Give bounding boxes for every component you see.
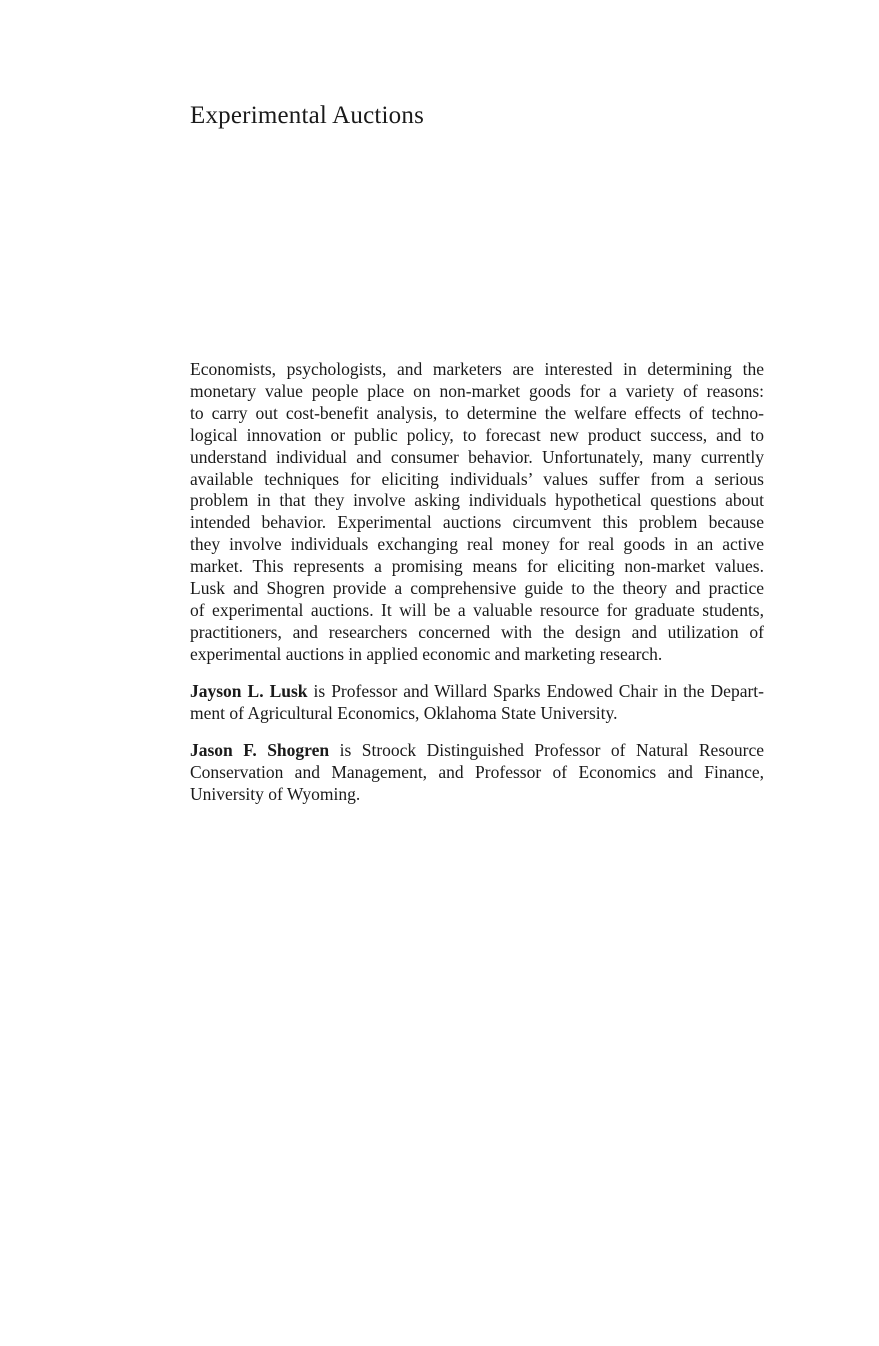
description-line: experimental auctions in applied economic and marketing research.	[190, 643, 663, 664]
author-bio-text: is Stroock Distinguished Professor of Natural Resource	[329, 740, 764, 760]
description-line: Lusk and Shogren provide a comprehensive guide to the theory and practice	[190, 578, 764, 599]
author-name: Jayson L. Lusk	[190, 681, 308, 701]
description-line: of experimental auctions. It will be a valuable resource for graduate students,	[190, 599, 764, 620]
author-bio-line: University of Wyoming.	[190, 784, 361, 804]
book-title: Experimental Auctions	[190, 102, 425, 129]
description-line: intended behavior. Experimental auctions circumvent this problem because	[190, 512, 764, 533]
description-line: practitioners, and researchers concerned with the design and utilization of	[190, 621, 764, 642]
description-line: monetary value people place on non-market goods for a variety of reasons:	[190, 380, 764, 401]
description-line: understand individual and consumer behavior. Unfortunately, many currently	[190, 446, 764, 467]
author-bio-line: ment of Agricultural Economics, Oklahoma State University.	[190, 703, 618, 723]
author-name: Jason F. Shogren	[190, 740, 330, 760]
description-line: problem in that they involve asking individuals hypothetical questions about	[190, 490, 764, 511]
description-line: logical innovation or public policy, to forecast new product success, and to	[190, 424, 764, 445]
author-bio-line	[190, 739, 764, 761]
description-line: available techniques for eliciting individuals’ values suffer from a serious	[190, 468, 764, 489]
description-line: market. This represents a promising means for eliciting non-market values.	[190, 556, 764, 577]
description-line: Economists, psychologists, and marketers are interested in determining the	[190, 359, 764, 379]
author-bio-line	[190, 680, 764, 702]
author-bio-shogren	[190, 739, 764, 805]
author-bio-line: Conservation and Management, and Professor of Economics and Finance,	[190, 762, 764, 782]
description-line: to carry out cost-benefit analysis, to determine the welfare effects of techno-	[190, 402, 764, 423]
book-description	[190, 359, 764, 666]
description-line: they involve individuals exchanging real money for real goods in an active	[190, 534, 764, 555]
author-bio-lusk	[190, 680, 764, 724]
author-bio-text: is Professor and Willard Sparks Endowed Chair in the Depart-	[307, 681, 764, 701]
